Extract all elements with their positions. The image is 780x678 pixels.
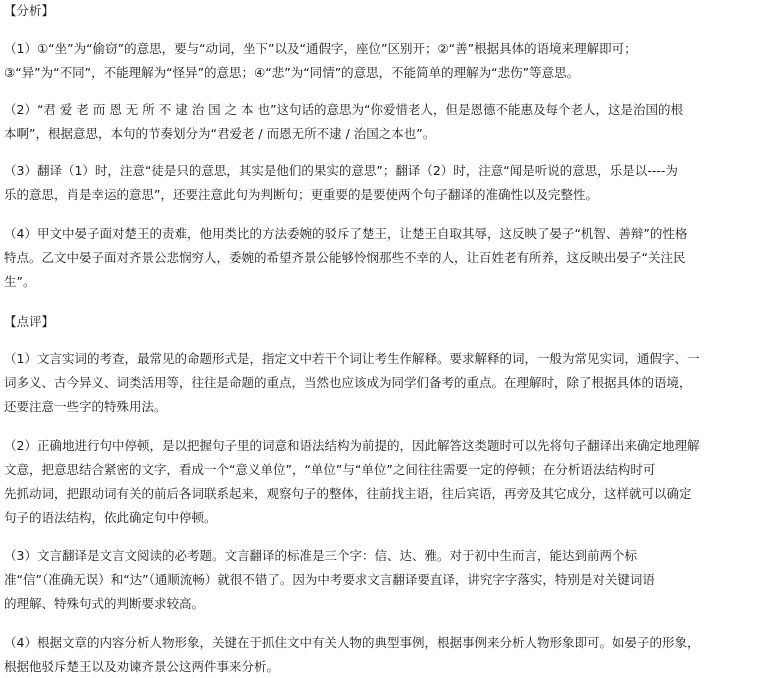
analysis-heading: 【分析】: [4, 3, 55, 18]
comment-paragraph-2-line-2: 文意，把意思结合紧密的文字，看成一个“意义单位”，“单位”与“单位”之间往往需要一定的停顿；在分析语法结构时可: [4, 462, 656, 477]
analysis-paragraph-2-line-1: （2）“君 爱 老 而 恩 无 所 不 逮 治 国 之 本 也”这句话的意思为“你爱惜老人，但是恩德不能惠及每个老人，这是治国的根: [4, 102, 684, 117]
comment-paragraph-2-line-1: （2）正确地进行句中停顿，是以把握句子里的词意和语法结构为前提的，因此解答这类题时可以先将句子翻译出来确定地理解: [4, 438, 700, 453]
comment-paragraph-2-line-4: 句子的语法结构，依此确定句中停顿。: [4, 510, 217, 525]
comment-paragraph-4-line-1: （4）根据文章的内容分析人物形象，关键在于抓住文中有关人物的典型事例，根据事例来分析人物形象即可。如晏子的形象，: [4, 635, 700, 650]
analysis-paragraph-4-line-2: 特点。乙文中晏子面对齐景公悲悯穷人，委婉的希望齐景公能够怜悯那些不幸的人，让百姓老有所养，这反映出晏子“关注民: [4, 250, 686, 265]
comment-paragraph-1-line-3: 还要注意一些字的特殊用法。: [4, 399, 167, 414]
comment-paragraph-4-line-2: 根据他驳斥楚王以及劝谏齐景公这两件事来分析。: [4, 659, 280, 674]
analysis-paragraph-1-line-1: （1）①“坐”为“偷窃”的意思，要与“动词，坐下”以及“通假字，座位”区别开；②“善”根据具体的语境来理解即可；: [4, 41, 637, 56]
comment-paragraph-1-line-2: 词多义、古今异义、词类活用等，往往是命题的重点，当然也应该成为同学们备考的重点。在理解时，除了根据具体的语境，: [4, 375, 692, 390]
comment-paragraph-2-line-3: 先抓动词，把跟动词有关的前后各词联系起来，观察句子的整体，往前找主语，往后宾语，再旁及其它成分，这样就可以确定: [4, 486, 692, 501]
comment-paragraph-3-line-3: 的理解、特殊句式的判断要求较高。: [4, 596, 205, 611]
analysis-paragraph-1-line-2: ③“异”为“不同”，不能理解为“怪异”的意思；④“悲”为“同情”的意思，不能简单的理解为“悲伤”等意思。: [4, 65, 580, 80]
analysis-paragraph-3-line-2: 乐的意思，肖是幸运的意思”，还要注意此句为判断句；更重要的是要使两个句子翻译的准确性以及完整性。: [4, 187, 598, 202]
comment-paragraph-1-line-1: （1）文言实词的考查，最常见的命题形式是，指定文中若干个词让考生作解释。要求解释的词，一般为常见实词，通假字、一: [4, 351, 700, 366]
comment-paragraph-3-line-1: （3）文言翻译是文言文阅读的必考题。文言翻译的标准是三个字：信、达、雅。对于初中生而言，能达到前两个标: [4, 548, 637, 563]
comment-heading: 【点评】: [4, 314, 55, 329]
analysis-paragraph-2-line-2: 本啊”，根据意思，本句的节奏划分为“君爱老 / 而恩无所不逮 / 治国之本也”。: [4, 126, 436, 141]
analysis-paragraph-4-line-3: 生”。: [4, 274, 36, 289]
analysis-paragraph-4-line-1: （4）甲文中晏子面对楚王的责难，他用类比的方法委婉的驳斥了楚王，让楚王自取其辱，这反映了晏子“机智、善辩”的性格: [4, 226, 688, 241]
comment-paragraph-3-line-2: 准“信”（准确无误）和“达”（通顺流畅）就很不错了。因为中考要求文言翻译要直译，讲究字字落实，特别是对关键词语: [4, 572, 655, 587]
analysis-paragraph-3-line-1: （3）翻译（1）时，注意“徒是只的意思，其实是他们的果实的意思”；翻译（2）时，注意“闻是听说的意思，乐是以----为: [4, 163, 678, 178]
